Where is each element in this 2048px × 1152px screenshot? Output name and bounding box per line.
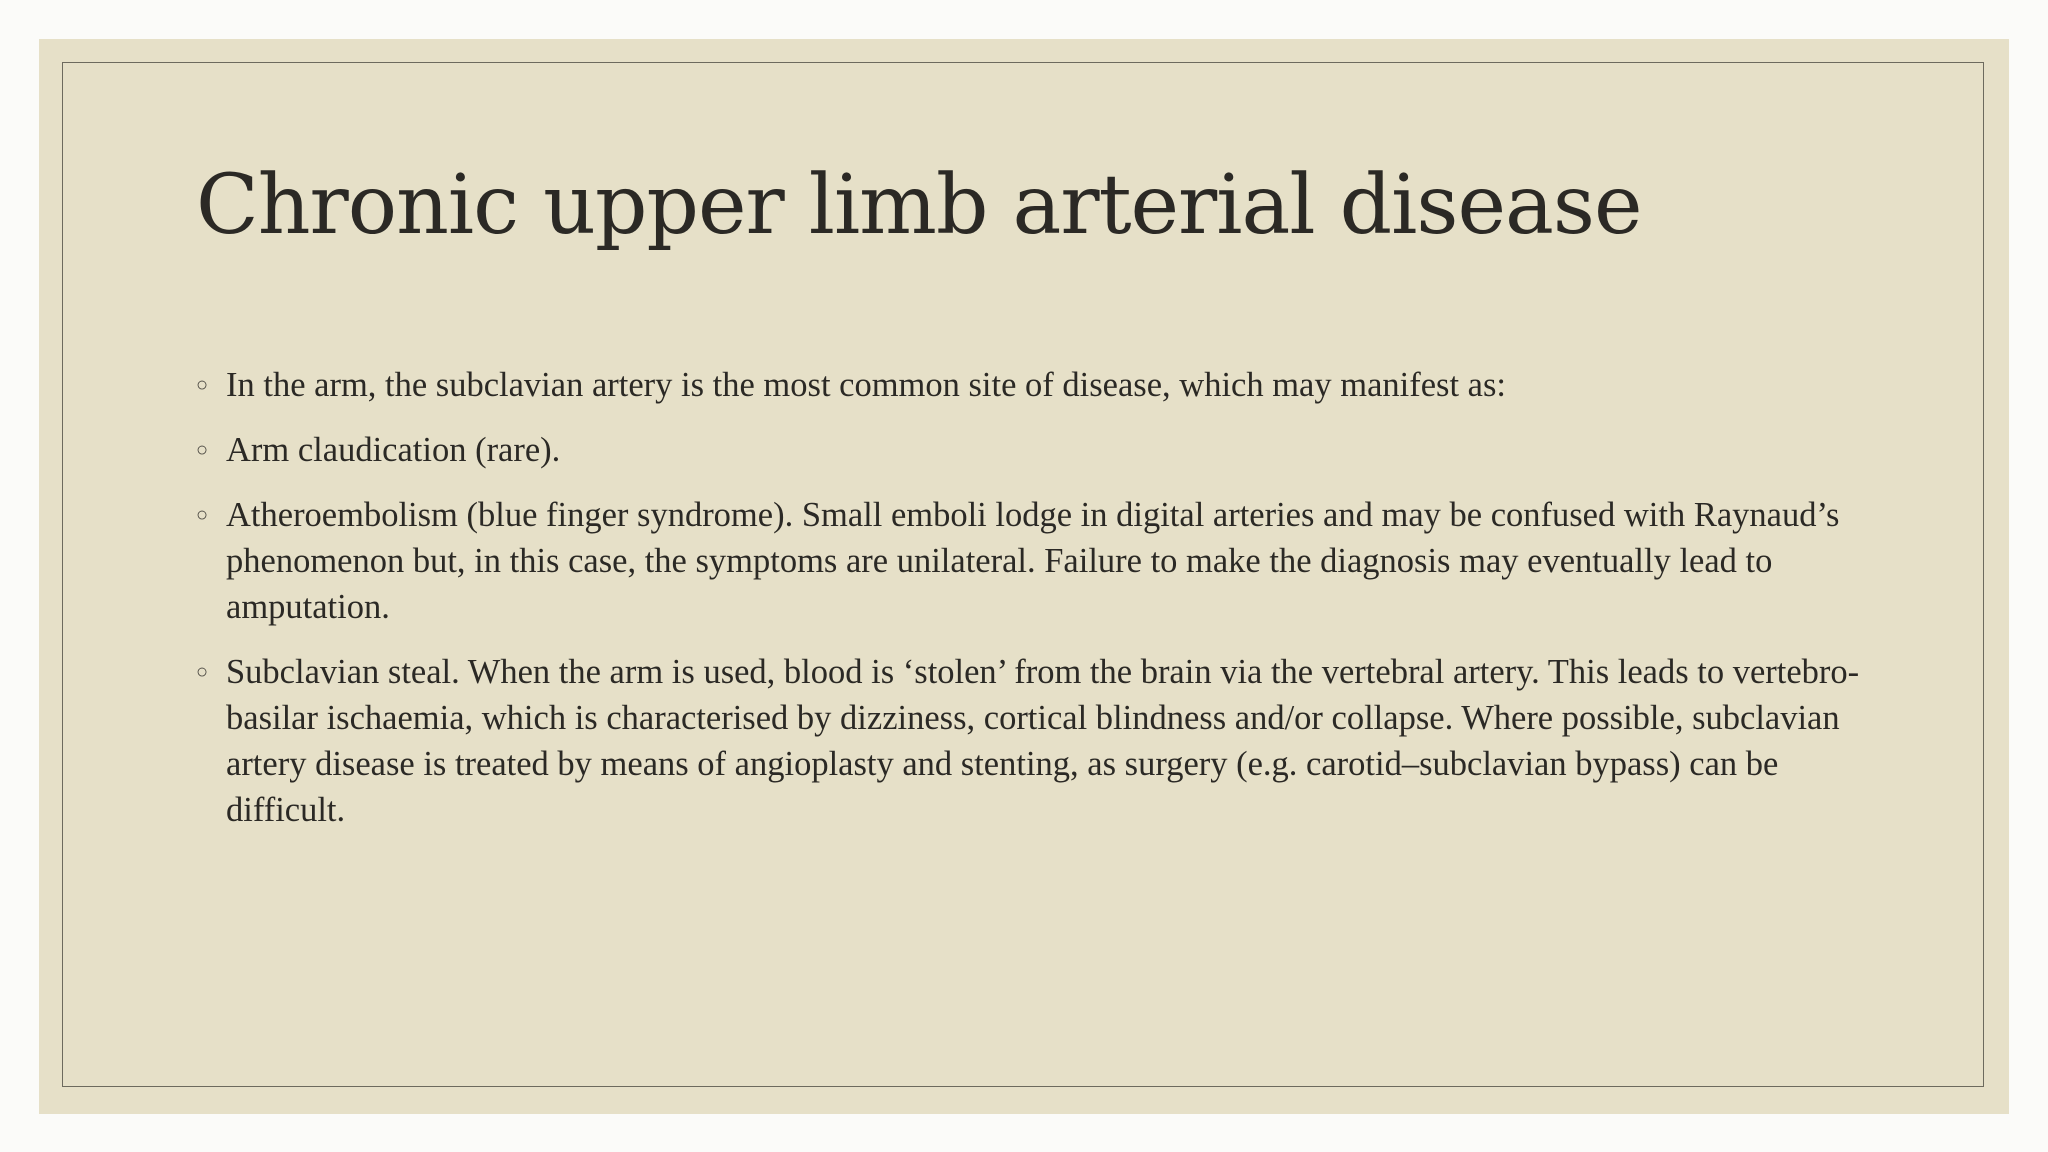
bullet-circle-icon: ○	[196, 661, 209, 683]
bullet-text: Subclavian steal. When the arm is used, blood is ‘stolen’ from the brain via the vertebral artery. This leads to vertebro-basilar ischaemia, which is characterised by dizziness, cortical blindness and/or collapse. Where possible, subclavian artery disease is treated by means of angioplasty and stenting, as surgery (e.g. carotid–subclavian bypass) can be difficult.	[226, 653, 1860, 829]
bullet-list	[194, 362, 1874, 852]
bullet-item	[194, 427, 1874, 473]
bullet-item	[194, 362, 1874, 408]
bullet-item	[194, 492, 1874, 630]
bullet-item	[194, 649, 1874, 833]
bullet-circle-icon: ○	[196, 374, 209, 396]
bullet-text: Arm claudication (rare).	[226, 431, 561, 469]
bullet-text: In the arm, the subclavian artery is the most common site of disease, which may manifest as:	[226, 366, 1506, 404]
bullet-text: Atheroembolism (blue finger syndrome). Small emboli lodge in digital arteries and may be confused with Raynaud’s phenomenon but, in this case, the symptoms are unilateral. Failure to make the diagnosis may eventually lead to amputation.	[226, 496, 1840, 626]
slide-title: Chronic upper limb arterial disease	[196, 158, 1642, 253]
bullet-circle-icon: ○	[196, 504, 209, 526]
bullet-circle-icon: ○	[196, 439, 209, 461]
slide	[39, 39, 2009, 1114]
